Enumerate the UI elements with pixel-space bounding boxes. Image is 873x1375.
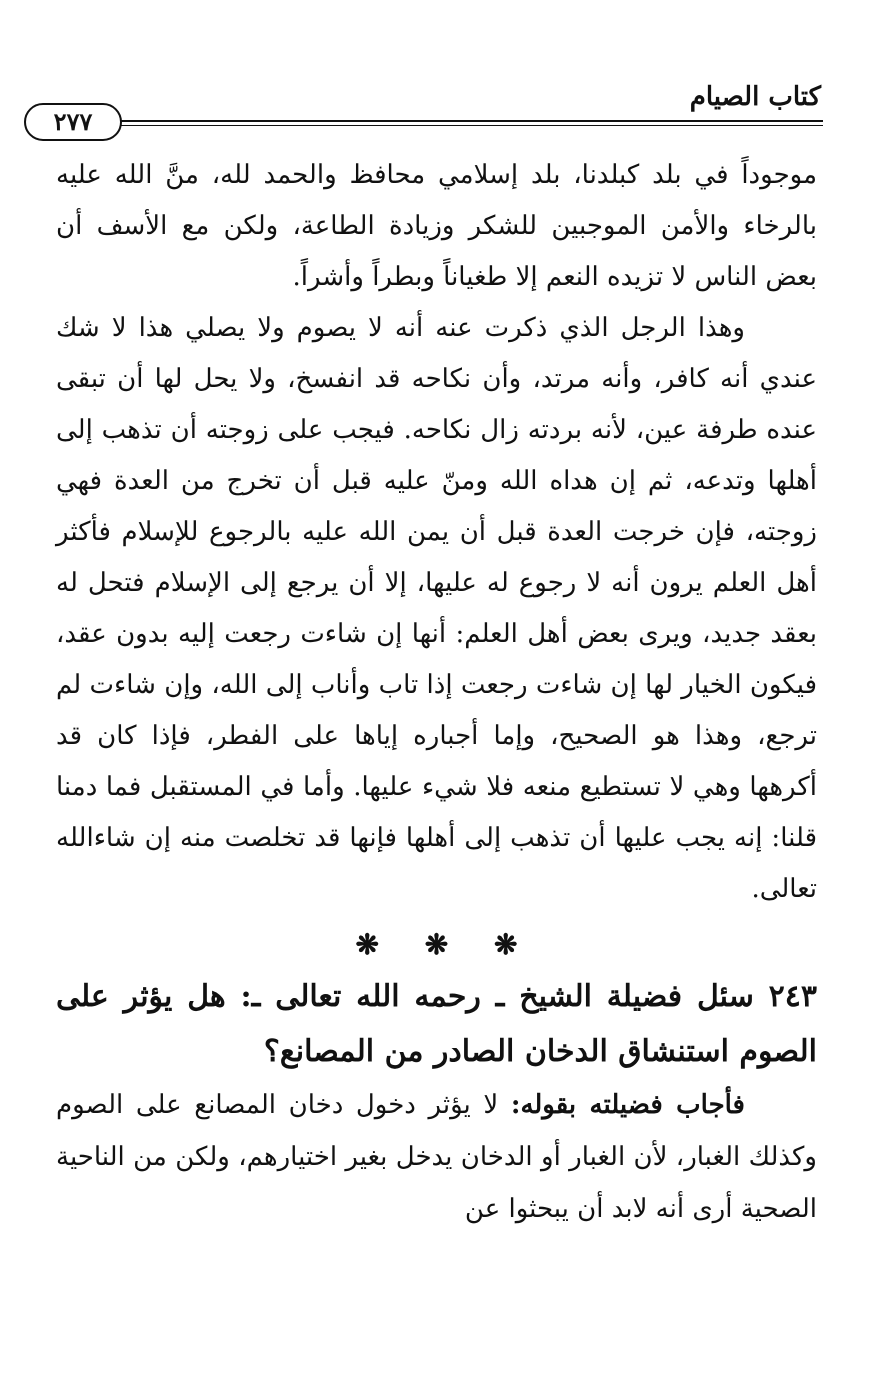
paragraph-continuation: موجوداً في بلد كبلدنا، بلد إسلامي محافظ والحمد لله، منَّ الله عليه بالرخاء والأمن الموجبين للشكر وزيادة الطاعة، ولكن مع الأسف أن بعض الناس لا تزيده النعم إلا طغياناً وبطراً وأشراً. xyxy=(56,160,817,292)
question-heading: ٢٤٣ سئل فضيلة الشيخ ـ رحمه الله تعالى ـ: هل يؤثر على الصوم استنشاق الدخان الصادر من المصانع؟ xyxy=(56,979,817,1069)
section-separator xyxy=(56,921,817,969)
page-number: ٢٧٧ xyxy=(24,103,122,141)
paragraph-answer-body: وهذا الرجل الذي ذكرت عنه أنه لا يصوم ولا يصلي هذا لا شك عندي أنه كافر، وأنه مرتد، وأن نكاحه قد انفسخ، ولا يحل لها أن تبقى عنده طرفة عين، لأنه بردته زال نكاحه. فيجب على زوجته أن تذهب إلى أهلها وتدعه، ثم إن هداه الله ومنّ عليه قبل أن تخرج من العدة فهي زوجته، فإن خرجت العدة قبل أن يمن الله عليه بالرجوع للإسلام فأكثر أهل العلم يرون أنه لا رجوع له عليها، إلا أن يرجع إلى الإسلام فتحل له بعقد جديد، ويرى بعض أهل العلم: أنها إن شاءت رجعت إليه بدون عقد، فيكون الخيار لها إن شاءت رجعت إذا تاب وأناب إلى الله، وإن شاءت لم ترجع، وهذا هو الصحيح، وإما أجباره إياها على الفطر، فإذا كان قد أكرهها وهي لا تستطيع منعه فلا شيء عليها. وأما في المستقبل فما دمنا قلنا: إنه يجب عليها أن تذهب إلى أهلها فإنها قد تخلصت منه إن شاءالله تعالى. xyxy=(56,313,817,904)
page-body xyxy=(56,150,817,1235)
separator-star-icon: ❋ xyxy=(493,928,518,961)
separator-star-icon: ❋ xyxy=(355,928,380,961)
running-header-title: كتاب الصيام xyxy=(689,82,821,112)
header-rule xyxy=(112,120,823,126)
answer-paragraph xyxy=(56,1079,817,1235)
separator-star-icon: ❋ xyxy=(424,928,449,961)
answer-lead: فأجاب فضيلته بقوله: xyxy=(510,1090,745,1120)
answer-text: لا يؤثر دخول دخان المصانع على الصوم وكذلك الغبار، لأن الغبار أو الدخان يدخل بغير اختيارهم، ولكن من الناحية الصحية أرى أنه لابد أن يبحثوا عن xyxy=(56,1090,817,1224)
